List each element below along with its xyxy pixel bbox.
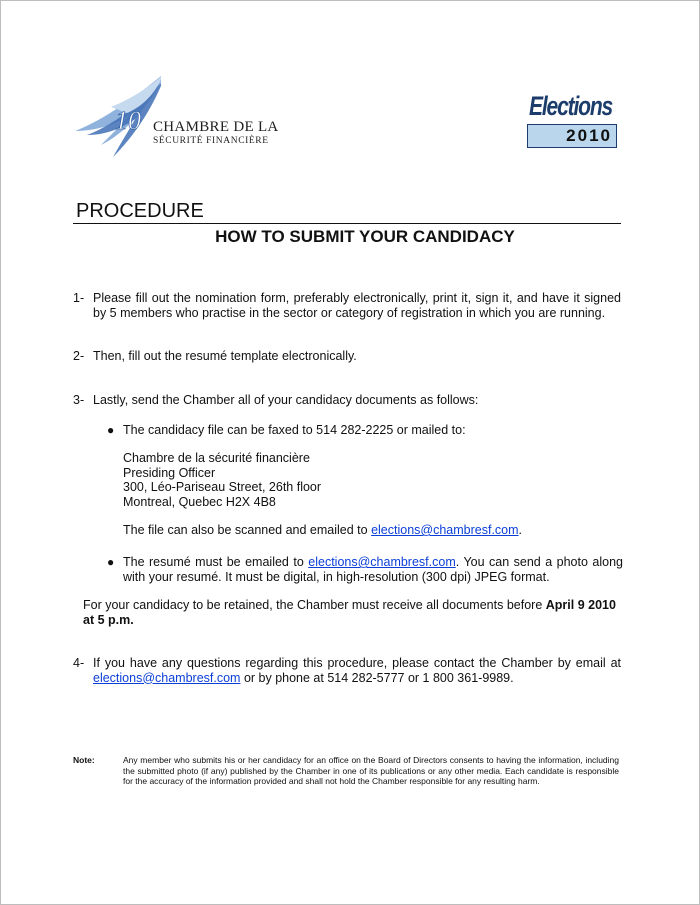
- scan-text: The file can also be scanned and emailed to: [123, 523, 372, 537]
- scan-instruction: [123, 523, 623, 538]
- mailing-address: [123, 451, 623, 509]
- logo-number: 10: [115, 106, 141, 135]
- item-1-number: 1-: [73, 291, 85, 305]
- scan-period: .: [518, 523, 523, 537]
- deadline-date: April 9 2010 at 5 p.m.: [83, 598, 616, 627]
- address-line: Presiding Officer: [123, 465, 216, 480]
- bullet-1-text: The candidacy file can be faxed to 514 282-2225 or mailed to:: [123, 423, 466, 437]
- item-3-text: Lastly, send the Chamber all of your candidacy documents as follows:: [93, 393, 479, 407]
- item-4-text-after: or by phone at 514 282-5777 or 1 800 361-9989.: [240, 670, 514, 685]
- elections-year-box: [527, 124, 617, 148]
- resume-text-after: . You can send a photo along with your resumé. It must be digital, in high-resolution (300 dpi) JPEG format.: [123, 555, 623, 584]
- deadline-notice: [83, 598, 623, 627]
- resume-text-before: The resumé must be emailed to: [123, 555, 309, 569]
- logo-line1: CHAMBRE DE LA: [153, 119, 279, 135]
- logo-swoosh-icon: [71, 73, 161, 163]
- elections-word: Elections: [529, 91, 613, 121]
- email-link[interactable]: elections@chambresf.com: [93, 670, 241, 685]
- item-4-number: 4-: [73, 656, 85, 670]
- item-4-text-before: If you have any questions regarding this procedure, please contact the Chamber by email at: [93, 656, 621, 670]
- item-1-text: Please fill out the nomination form, preferably electronically, print it, sign it, and have it signed by 5 members who practise in the sector or category of registration in which you are running.: [93, 291, 621, 320]
- item-2-number: 2-: [73, 349, 85, 363]
- address-line: Montreal, Quebec H2X 4B8: [123, 494, 276, 509]
- page-subtitle: HOW TO SUBMIT YOUR CANDIDACY: [215, 227, 515, 246]
- item-4-text: [93, 656, 621, 685]
- note-label: Note:: [73, 755, 95, 765]
- deadline-text: For your candidacy to be retained, the Chamber must receive all documents before: [83, 598, 546, 612]
- chambre-logo: [71, 73, 291, 163]
- note-text: Any member who submits his or her candidacy for an office on the Board of Directors consents to having the information, including the submitted photo (if any) published by the Chamber in one of its publications or any other media. Each candidate is responsible for the accuracy of the information provided and shall not hold the Chamber responsible for any resulting harm.: [123, 755, 619, 786]
- address-line: 300, Léo-Pariseau Street, 26th floor: [123, 480, 322, 494]
- item-3-number: 3-: [73, 393, 85, 407]
- item-2-text: Then, fill out the resumé template electronically.: [93, 349, 357, 363]
- address-line: Chambre de la sécurité financière: [123, 451, 310, 465]
- logo-line2: SÉCURITÉ FINANCIÈRE: [153, 136, 269, 146]
- bullet-1-icon: ●: [107, 423, 115, 437]
- bullet-2-text: [123, 555, 623, 584]
- bullet-2-icon: ●: [107, 555, 115, 569]
- elections-badge: [527, 91, 619, 149]
- title-rule: [73, 223, 621, 224]
- email-link[interactable]: elections@chambresf.com: [308, 555, 456, 569]
- email-link[interactable]: elections@chambresf.com: [371, 523, 519, 537]
- page-title: PROCEDURE: [76, 200, 204, 222]
- elections-year: 2010: [566, 126, 612, 145]
